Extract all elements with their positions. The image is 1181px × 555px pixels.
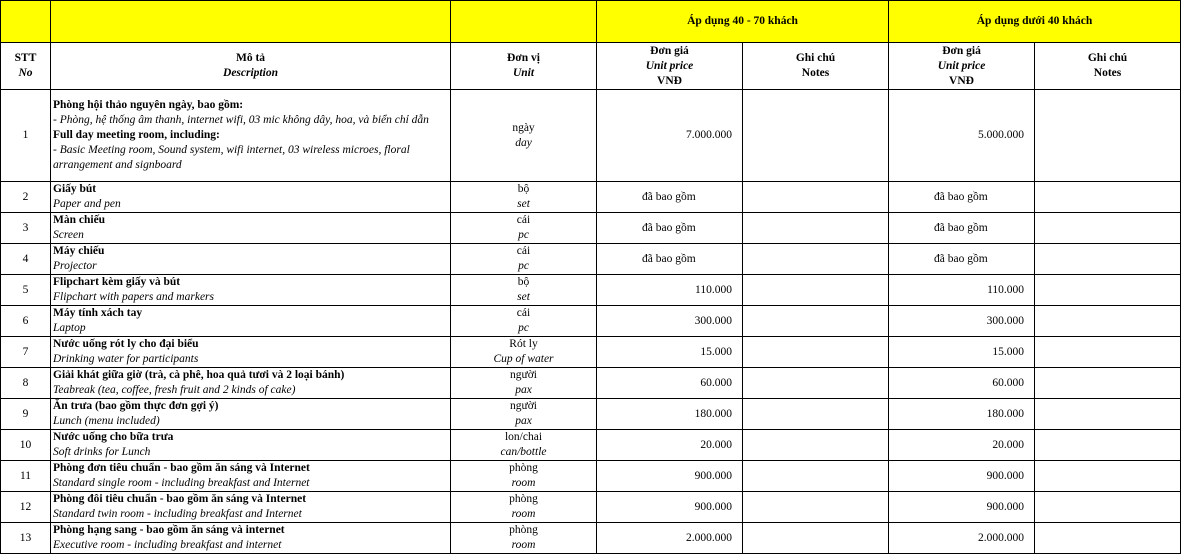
row-description: Ăn trưa (bao gồm thực đơn gợi ý) Lunch (menu included) bbox=[51, 399, 451, 430]
col-header-unit: Đơn vị Unit bbox=[451, 43, 597, 90]
row-number: 6 bbox=[1, 306, 51, 337]
row-description: Nước uống rót ly cho đại biểu Drinking water for participants bbox=[51, 337, 451, 368]
row-price-40-70: 900.000 bbox=[597, 461, 743, 492]
row-notes-under-40 bbox=[1035, 492, 1181, 523]
table-row bbox=[1, 213, 1181, 244]
row-notes-40-70 bbox=[743, 306, 889, 337]
row-unit: lon/chai can/bottle bbox=[451, 430, 597, 461]
row-price-under-40: 2.000.000 bbox=[889, 523, 1035, 554]
row-price-under-40: 180.000 bbox=[889, 399, 1035, 430]
table-row bbox=[1, 337, 1181, 368]
row-description: Máy chiếu Projector bbox=[51, 244, 451, 275]
row-number: 10 bbox=[1, 430, 51, 461]
table-row bbox=[1, 306, 1181, 337]
row-notes-40-70 bbox=[743, 461, 889, 492]
group-header-40-70: Áp dụng 40 - 70 khách bbox=[597, 1, 889, 43]
row-unit: ngày day bbox=[451, 90, 597, 182]
row-notes-under-40 bbox=[1035, 337, 1181, 368]
row-price-under-40: đã bao gồm bbox=[889, 182, 1035, 213]
col-header-notes-1: Ghi chú Notes bbox=[743, 43, 889, 90]
row-price-under-40: 15.000 bbox=[889, 337, 1035, 368]
row-price-under-40: đã bao gồm bbox=[889, 213, 1035, 244]
row-price-40-70: 110.000 bbox=[597, 275, 743, 306]
col-header-description: Mô tả Description bbox=[51, 43, 451, 90]
group-header-under-40: Áp dụng dưới 40 khách bbox=[889, 1, 1181, 43]
col-header-price-2: Đơn giá Unit price VNĐ bbox=[889, 43, 1035, 90]
row-notes-under-40 bbox=[1035, 182, 1181, 213]
row-description: Giải khát giữa giờ (trà, cà phê, hoa quả tươi và 2 loại bánh) Teabreak (tea, coffee, fresh fruit and 2 kinds of cake) bbox=[51, 368, 451, 399]
row-unit: phòng room bbox=[451, 461, 597, 492]
table-row bbox=[1, 90, 1181, 182]
row-description: Flipchart kèm giấy và bút Flipchart with papers and markers bbox=[51, 275, 451, 306]
row-unit: phòng room bbox=[451, 523, 597, 554]
table-row bbox=[1, 275, 1181, 306]
table-row bbox=[1, 399, 1181, 430]
row-price-40-70: 180.000 bbox=[597, 399, 743, 430]
row-price-40-70: đã bao gồm bbox=[597, 213, 743, 244]
row-description: Phòng đôi tiêu chuẩn - bao gồm ăn sáng và Internet Standard twin room - including breakfast and Internet bbox=[51, 492, 451, 523]
row-price-40-70: 900.000 bbox=[597, 492, 743, 523]
row-notes-under-40 bbox=[1035, 430, 1181, 461]
row-unit: cái pc bbox=[451, 306, 597, 337]
row-notes-under-40 bbox=[1035, 275, 1181, 306]
row-price-40-70: 60.000 bbox=[597, 368, 743, 399]
row-description: Phòng đơn tiêu chuẩn - bao gồm ăn sáng và Internet Standard single room - including breakfast and Internet bbox=[51, 461, 451, 492]
col-header-price-1: Đơn giá Unit price VNĐ bbox=[597, 43, 743, 90]
row-price-under-40: 60.000 bbox=[889, 368, 1035, 399]
table-row bbox=[1, 461, 1181, 492]
row-notes-under-40 bbox=[1035, 523, 1181, 554]
row-unit: người pax bbox=[451, 368, 597, 399]
row-number: 5 bbox=[1, 275, 51, 306]
row-price-40-70: 15.000 bbox=[597, 337, 743, 368]
row-number: 2 bbox=[1, 182, 51, 213]
row-unit: bộ set bbox=[451, 275, 597, 306]
row-notes-40-70 bbox=[743, 430, 889, 461]
row-notes-under-40 bbox=[1035, 461, 1181, 492]
row-description: Nước uống cho bữa trưa Soft drinks for Lunch bbox=[51, 430, 451, 461]
group-header-row bbox=[1, 1, 1181, 43]
row-notes-40-70 bbox=[743, 492, 889, 523]
row-notes-40-70 bbox=[743, 182, 889, 213]
row-notes-40-70 bbox=[743, 213, 889, 244]
row-number: 3 bbox=[1, 213, 51, 244]
row-description: Phòng hội thảo nguyên ngày, bao gồm: - Phòng, hệ thống âm thanh, internet wifi, 03 mic không dây, hoa, và biển chỉ dẫn Full day meeting room, including: - Basic Meeting room, Sound system, wifi internet, 03 wireless microes, floral arrangement and signboard bbox=[51, 90, 451, 182]
row-price-40-70: 7.000.000 bbox=[597, 90, 743, 182]
row-notes-under-40 bbox=[1035, 306, 1181, 337]
col-header-notes-2: Ghi chú Notes bbox=[1035, 43, 1181, 90]
row-number: 4 bbox=[1, 244, 51, 275]
table-row bbox=[1, 492, 1181, 523]
row-price-under-40: 900.000 bbox=[889, 461, 1035, 492]
row-unit: bộ set bbox=[451, 182, 597, 213]
row-notes-under-40 bbox=[1035, 399, 1181, 430]
row-unit: Rót ly Cup of water bbox=[451, 337, 597, 368]
row-number: 12 bbox=[1, 492, 51, 523]
row-notes-under-40 bbox=[1035, 213, 1181, 244]
table-row bbox=[1, 182, 1181, 213]
row-number: 8 bbox=[1, 368, 51, 399]
row-unit: phòng room bbox=[451, 492, 597, 523]
row-notes-40-70 bbox=[743, 399, 889, 430]
row-price-under-40: 5.000.000 bbox=[889, 90, 1035, 182]
row-price-40-70: đã bao gồm bbox=[597, 182, 743, 213]
row-price-under-40: 900.000 bbox=[889, 492, 1035, 523]
row-unit: cái pc bbox=[451, 213, 597, 244]
row-number: 11 bbox=[1, 461, 51, 492]
col-header-no: STT No bbox=[1, 43, 51, 90]
row-price-under-40: 300.000 bbox=[889, 306, 1035, 337]
column-header-row bbox=[1, 43, 1181, 90]
row-number: 7 bbox=[1, 337, 51, 368]
row-number: 1 bbox=[1, 90, 51, 182]
row-price-40-70: đã bao gồm bbox=[597, 244, 743, 275]
row-description: Phòng hạng sang - bao gồm ăn sáng và internet Executive room - including breakfast and internet bbox=[51, 523, 451, 554]
row-notes-40-70 bbox=[743, 90, 889, 182]
row-description: Máy tính xách tay Laptop bbox=[51, 306, 451, 337]
row-notes-40-70 bbox=[743, 275, 889, 306]
row-unit: cái pc bbox=[451, 244, 597, 275]
row-number: 9 bbox=[1, 399, 51, 430]
row-notes-under-40 bbox=[1035, 244, 1181, 275]
row-price-40-70: 20.000 bbox=[597, 430, 743, 461]
row-price-40-70: 2.000.000 bbox=[597, 523, 743, 554]
table-body bbox=[1, 182, 1181, 554]
row-price-under-40: 20.000 bbox=[889, 430, 1035, 461]
row-price-under-40: 110.000 bbox=[889, 275, 1035, 306]
row-notes-40-70 bbox=[743, 244, 889, 275]
row-number: 13 bbox=[1, 523, 51, 554]
row-notes-40-70 bbox=[743, 368, 889, 399]
row-notes-40-70 bbox=[743, 523, 889, 554]
row-description: Màn chiếu Screen bbox=[51, 213, 451, 244]
table-row bbox=[1, 523, 1181, 554]
table-row bbox=[1, 368, 1181, 399]
row-notes-40-70 bbox=[743, 337, 889, 368]
row-notes-under-40 bbox=[1035, 368, 1181, 399]
row-description: Giấy bút Paper and pen bbox=[51, 182, 451, 213]
table-row bbox=[1, 430, 1181, 461]
row-price-40-70: 300.000 bbox=[597, 306, 743, 337]
row-price-under-40: đã bao gồm bbox=[889, 244, 1035, 275]
table-row bbox=[1, 244, 1181, 275]
row-unit: người pax bbox=[451, 399, 597, 430]
row-notes-under-40 bbox=[1035, 90, 1181, 182]
